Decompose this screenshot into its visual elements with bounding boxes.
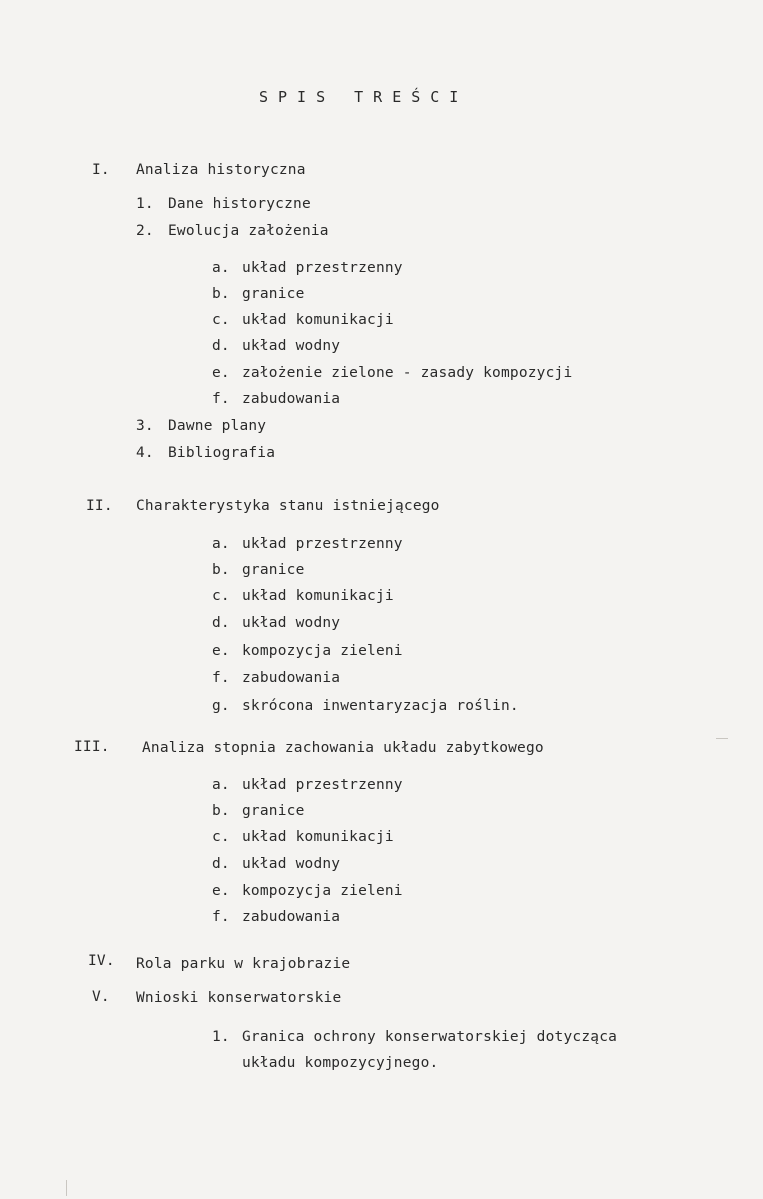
section-numeral: IV. bbox=[88, 953, 115, 969]
item-number: 4. bbox=[136, 445, 154, 461]
sub-letter: c. bbox=[212, 829, 230, 845]
sub-text: granice bbox=[242, 562, 305, 578]
sub-text: zabudowania bbox=[242, 909, 341, 925]
item-text: Granica ochrony konserwatorskiej dotycząca bbox=[242, 1029, 618, 1045]
sub-letter: g. bbox=[212, 698, 230, 714]
section-numeral: I. bbox=[92, 162, 110, 178]
item-text: Bibliografia bbox=[168, 445, 276, 461]
sub-letter: e. bbox=[212, 883, 230, 899]
sub-text: skrócona inwentaryzacja roślin. bbox=[242, 698, 519, 714]
sub-text: zabudowania bbox=[242, 391, 341, 407]
sub-letter: b. bbox=[212, 562, 230, 578]
sub-text: układ komunikacji bbox=[242, 312, 394, 328]
sub-text: granice bbox=[242, 286, 305, 302]
sub-letter: d. bbox=[212, 856, 230, 872]
sub-letter: a. bbox=[212, 536, 230, 552]
sub-letter: a. bbox=[212, 777, 230, 793]
item-text: Ewolucja założenia bbox=[168, 223, 329, 239]
sub-text: układ wodny bbox=[242, 856, 341, 872]
sub-text: kompozycja zieleni bbox=[242, 643, 403, 659]
section-heading: Analiza stopnia zachowania układu zabytkowego bbox=[142, 740, 544, 756]
sub-letter: f. bbox=[212, 909, 230, 925]
sub-letter: d. bbox=[212, 338, 230, 354]
sub-letter: e. bbox=[212, 365, 230, 381]
item-number: 2. bbox=[136, 223, 154, 239]
sub-letter: f. bbox=[212, 391, 230, 407]
sub-letter: b. bbox=[212, 803, 230, 819]
sub-text: założenie zielone - zasady kompozycji bbox=[242, 365, 573, 381]
sub-letter: e. bbox=[212, 643, 230, 659]
section-heading: Analiza historyczna bbox=[136, 162, 306, 178]
sub-letter: d. bbox=[212, 615, 230, 631]
sub-text: kompozycja zieleni bbox=[242, 883, 403, 899]
scan-mark bbox=[716, 738, 728, 739]
sub-text: układ wodny bbox=[242, 615, 341, 631]
page-title: SPIS TREŚCI bbox=[259, 88, 469, 106]
sub-text: układ wodny bbox=[242, 338, 341, 354]
sub-text: układ komunikacji bbox=[242, 588, 394, 604]
sub-text: zabudowania bbox=[242, 670, 341, 686]
scan-mark bbox=[66, 1180, 67, 1196]
item-number: 1. bbox=[212, 1029, 230, 1045]
sub-letter: f. bbox=[212, 670, 230, 686]
sub-text: układ przestrzenny bbox=[242, 536, 403, 552]
section-heading: Charakterystyka stanu istniejącego bbox=[136, 498, 440, 514]
sub-letter: c. bbox=[212, 588, 230, 604]
sub-text: układ przestrzenny bbox=[242, 777, 403, 793]
sub-text: układ przestrzenny bbox=[242, 260, 403, 276]
section-heading: Wnioski konserwatorskie bbox=[136, 990, 342, 1006]
sub-text: granice bbox=[242, 803, 305, 819]
sub-letter: b. bbox=[212, 286, 230, 302]
sub-text: układ komunikacji bbox=[242, 829, 394, 845]
section-numeral: II. bbox=[86, 498, 113, 514]
item-text: Dawne plany bbox=[168, 418, 267, 434]
section-heading: Rola parku w krajobrazie bbox=[136, 956, 351, 972]
item-text: Dane historyczne bbox=[168, 196, 311, 212]
item-number: 3. bbox=[136, 418, 154, 434]
item-text-continuation: układu kompozycyjnego. bbox=[242, 1055, 439, 1071]
section-numeral: V. bbox=[92, 989, 110, 1005]
section-numeral: III. bbox=[74, 739, 110, 755]
sub-letter: a. bbox=[212, 260, 230, 276]
item-number: 1. bbox=[136, 196, 154, 212]
sub-letter: c. bbox=[212, 312, 230, 328]
